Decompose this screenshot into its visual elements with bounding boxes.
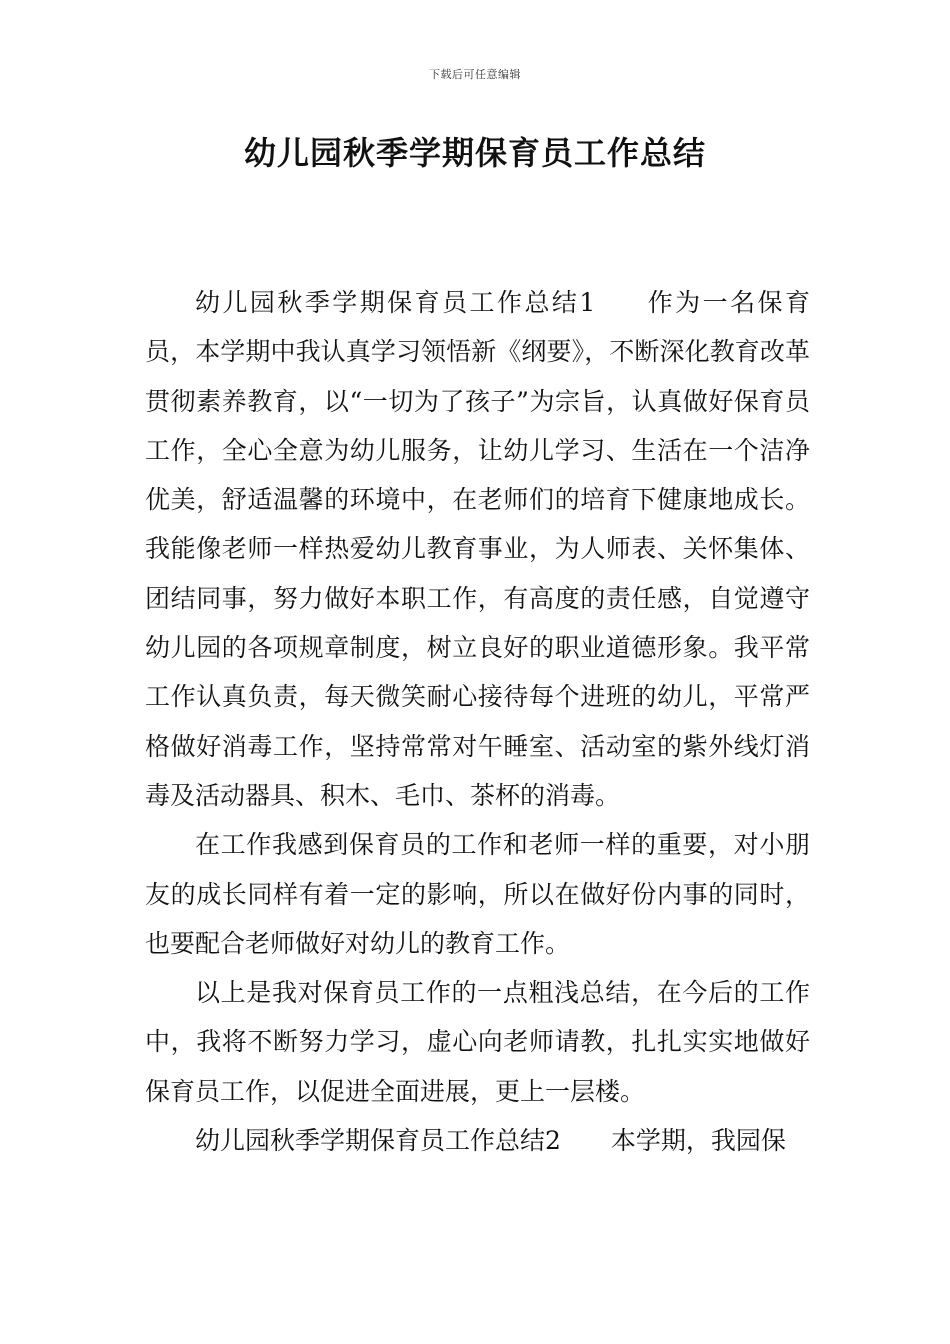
section-1-text: 作为一名保育员，本学期中我认真学习领悟新《纲要》，不断深化教育改革贯彻素养教育，以“一切为了孩子”为宗旨，认真做好保育员工作，全心全意为幼儿服务，让幼儿学习、生活在一个洁净优美，舒适温馨的环境中，在老师们的培育下健康地成长。我能像老师一样热爱幼儿教育事业，为人师表、关怀集体、团结同事，努力做好本职工作，有高度的责任感，自觉遵守幼儿园的各项规章制度，树立良好的职业道德形象。我平常工作认真负责，每天微笑耐心接待每个进班的幼儿，平常严格做好消毒工作，坚持常常对午睡室、活动室的紫外线灯消毒及活动器具、积木、毛巾、茶杯的消毒。 (145, 288, 810, 810)
paragraph-section-1 (145, 278, 810, 820)
document-body (145, 278, 810, 1165)
header-note: 下载后可任意编辑 (429, 68, 521, 81)
paragraph-section-2 (145, 1116, 810, 1165)
section-1-heading: 幼儿园秋季学期保育员工作总结1 (195, 288, 596, 317)
paragraph-3: 以上是我对保育员工作的一点粗浅总结，在今后的工作中，我将不断努力学习，虚心向老师请教，扎扎实实地做好保育员工作，以促进全面进展，更上一层楼。 (145, 978, 810, 1106)
section-2-text: 本学期，我园保 (610, 1126, 786, 1156)
section-2-heading: 幼儿园秋季学期保育员工作总结2 (195, 1126, 561, 1156)
paragraph-2: 在工作我感到保育员的工作和老师一样的重要，对小朋友的成长同样有着一定的影响，所以在做好份内事的同时，也要配合老师做好对幼儿的教育工作。 (145, 830, 810, 958)
document-title: 幼儿园秋季学期保育员工作总结 (243, 134, 706, 172)
